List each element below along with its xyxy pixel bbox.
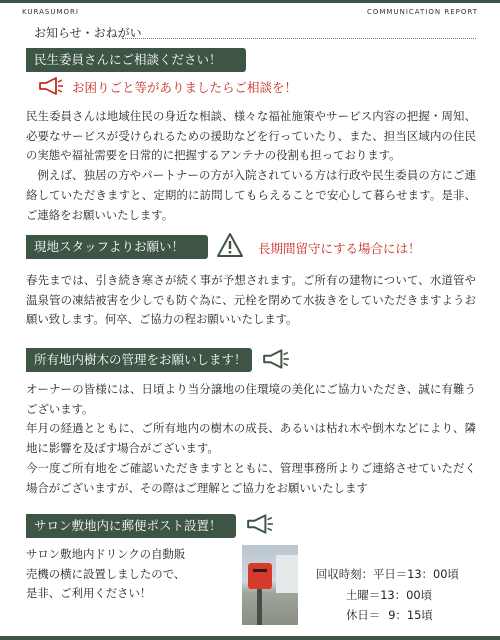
time-row-holiday [346, 607, 433, 623]
mailbox-photo [242, 545, 298, 625]
top-rule [0, 0, 500, 3]
trees-paragraph-2: 年月の経過とともに、ご所有地内の樹木の成長、あるいは枯れ木や倒木などにより、隣地に影響を及ぼす場合がございます。 [26, 421, 476, 456]
section-title: お知らせ・おねがい [34, 26, 142, 40]
trees-paragraph-1: オーナーの皆様には、日頃より当分譲地の住環境の美化にご協力いただき、誠に有難うございます。 [26, 382, 476, 416]
megaphone-icon [38, 77, 64, 95]
time-row-weekday [316, 566, 459, 582]
megaphone-icon [262, 349, 290, 369]
staff-warning: 長期間留守にする場合には！ [258, 241, 421, 256]
time-label: 回収時刻：平日＝ [316, 567, 408, 581]
warning-triangle-icon [216, 232, 244, 258]
salon-line-2: 売機の横に設置しましたので、 [26, 566, 186, 581]
time-value: 13：00頃 [380, 588, 432, 602]
time-value: 13：00頃 [407, 567, 459, 581]
salon-line-3: 是非、ご利用ください！ [26, 586, 152, 601]
megaphone-icon [246, 514, 274, 534]
trees-paragraph-3: 今一度ご所有地をご確認いただきますとともに、管理事務所よりご連絡させていただく場合がございますが、その際はご理解とご協力をお願いいたします [26, 460, 476, 495]
time-label: 土曜＝ [346, 588, 381, 602]
staff-body [26, 271, 476, 330]
time-row-saturday [346, 587, 432, 603]
minsei-paragraph-2: 例えば、独居の方やパートナーの方が入院されている方は行政や民生委員の方にご連絡していただきますと、定期的に訪問してもらえることで安心して暮らせます。是非、ご連絡をお願いいたします。 [26, 168, 476, 222]
bottom-rule [0, 636, 500, 640]
photo-post-leg [257, 589, 262, 625]
salon-body [26, 545, 236, 604]
minsei-body [26, 107, 476, 225]
minsei-heading-bar: 民生委員さんにご相談ください！ [26, 48, 246, 72]
staff-heading-bar: 現地スタッフよりお願い！ [26, 235, 208, 259]
minsei-paragraph-1: 民生委員さんは地域住民の身近な相談、様々な福祉施策やサービス内容の把握・周知、必要なサービスが受けられるための援助などを行っていたり、また、担当区域内の住民の実態や福祉需要を日常的に把握するアンテナの役割も担っております。 [26, 109, 476, 163]
staff-paragraph: 春先までは、引き続き寒さが続く事が予想されます。ご所有の建物について、水道管や温泉管の凍結被害を少しでも防ぐ為に、元栓を閉めて水抜きをしていただきますようお願い致します。何卒、ご協力の程お願いいたします。 [26, 273, 476, 327]
photo-mailbox [248, 563, 272, 589]
salon-line-1: サロン敷地内ドリンクの自動販 [26, 547, 186, 561]
trees-body [26, 380, 476, 498]
salon-heading-bar: サロン敷地内に郵便ポスト設置！ [26, 514, 236, 538]
time-label: 休日＝ [346, 608, 381, 622]
minsei-callout: お困りごと等がありましたらご相談を！ [72, 80, 298, 95]
trees-heading-bar: 所有地内樹木の管理をお願いします！ [26, 348, 252, 372]
time-value: 9：15頃 [388, 608, 433, 622]
photo-mailbox-slot [253, 569, 267, 572]
photo-building [276, 555, 298, 593]
dotted-divider [122, 38, 476, 39]
report-label: COMMUNICATION REPORT [367, 8, 478, 16]
brand-label: KURASUMORI [22, 8, 79, 16]
